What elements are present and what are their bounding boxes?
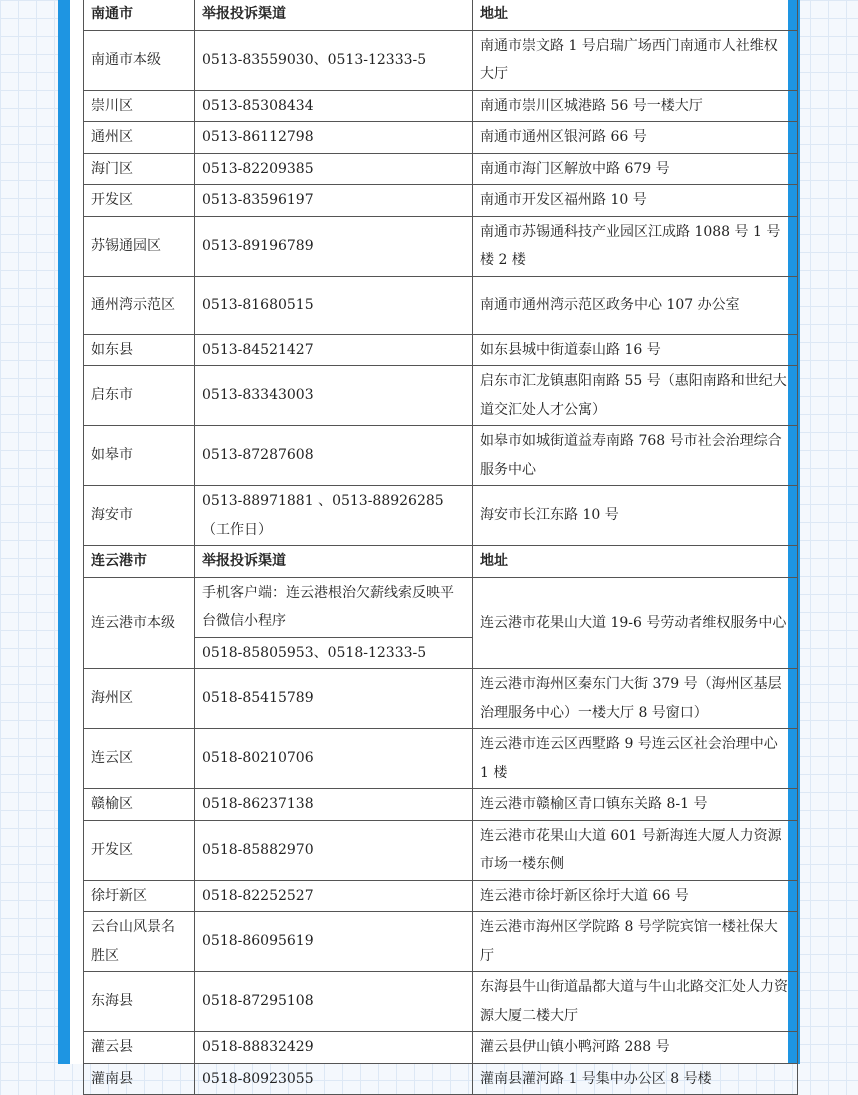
district-cell: 开发区 xyxy=(84,185,195,217)
phone-cell: 0513-83559030、0513-12333-5 xyxy=(195,30,473,90)
district-cell: 崇川区 xyxy=(84,90,195,122)
table-row xyxy=(84,729,798,789)
table-row xyxy=(84,153,798,185)
district-cell: 通州湾示范区 xyxy=(84,276,195,334)
header-channel: 举报投诉渠道 xyxy=(195,546,473,578)
district-cell: 海门区 xyxy=(84,153,195,185)
phone-cell: 0513-84521427 xyxy=(195,334,473,366)
table-row xyxy=(84,122,798,154)
header-address: 地址 xyxy=(473,0,798,30)
address-cell: 灌南县灌河路 1 号集中办公区 8 号楼 xyxy=(473,1063,798,1095)
phone-cell: 0518-86237138 xyxy=(195,789,473,821)
address-cell: 连云港市徐圩新区徐圩大道 66 号 xyxy=(473,880,798,912)
phone-cell: 0518-80923055 xyxy=(195,1063,473,1095)
district-cell: 苏锡通园区 xyxy=(84,216,195,276)
phone-cell: 0513-88971881 、0513-88926285（工作日） xyxy=(195,486,473,546)
table-row xyxy=(84,334,798,366)
table-row xyxy=(84,669,798,729)
address-cell: 连云港市连云区西墅路 9 号连云区社会治理中心 1 楼 xyxy=(473,729,798,789)
address-cell: 启东市汇龙镇惠阳南路 55 号（惠阳南路和世纪大道交汇处人才公寓） xyxy=(473,366,798,426)
phone-cell: 0513-83596197 xyxy=(195,185,473,217)
address-cell: 如东县城中街道泰山路 16 号 xyxy=(473,334,798,366)
phone-cell: 0513-89196789 xyxy=(195,216,473,276)
district-cell: 云台山风景名胜区 xyxy=(84,912,195,972)
district-cell: 通州区 xyxy=(84,122,195,154)
address-cell: 南通市开发区福州路 10 号 xyxy=(473,185,798,217)
phone-cell: 0518-80210706 xyxy=(195,729,473,789)
district-cell: 海州区 xyxy=(84,669,195,729)
section-header-lianyungang xyxy=(84,546,798,578)
district-cell: 连云区 xyxy=(84,729,195,789)
address-cell: 东海县牛山街道晶都大道与牛山北路交汇处人力资源大厦二楼大厅 xyxy=(473,972,798,1032)
header-address: 地址 xyxy=(473,546,798,578)
table-row xyxy=(84,1032,798,1064)
district-cell: 海安市 xyxy=(84,486,195,546)
phone-cell: 0513-82209385 xyxy=(195,153,473,185)
district-cell: 南通市本级 xyxy=(84,30,195,90)
address-cell: 连云港市赣榆区青口镇东关路 8-1 号 xyxy=(473,789,798,821)
table-row xyxy=(84,486,798,546)
table-row xyxy=(84,366,798,426)
table-row xyxy=(84,30,798,90)
address-cell: 南通市通州湾示范区政务中心 107 办公室 xyxy=(473,276,798,334)
phone-cell: 0513-85308434 xyxy=(195,90,473,122)
address-cell: 连云港市海州区学院路 8 号学院宾馆一楼社保大厅 xyxy=(473,912,798,972)
header-city: 连云港市 xyxy=(84,546,195,578)
district-cell: 灌南县 xyxy=(84,1063,195,1095)
phone-cell: 0518-85805953、0518-12333-5 xyxy=(195,637,473,669)
table-row xyxy=(84,1063,798,1095)
table-row xyxy=(84,577,798,637)
address-cell: 灌云县伊山镇小鸭河路 288 号 xyxy=(473,1032,798,1064)
table-row xyxy=(84,789,798,821)
phone-cell: 0513-87287608 xyxy=(195,426,473,486)
header-city: 南通市 xyxy=(84,0,195,30)
table-row xyxy=(84,216,798,276)
district-cell: 开发区 xyxy=(84,820,195,880)
phone-cell: 0518-86095619 xyxy=(195,912,473,972)
complaint-channel-table xyxy=(83,0,798,1095)
table-row xyxy=(84,912,798,972)
phone-cell: 0518-88832429 xyxy=(195,1032,473,1064)
district-cell: 徐圩新区 xyxy=(84,880,195,912)
section-header-nantong xyxy=(84,0,798,30)
address-cell: 如皋市如城街道益寿南路 768 号市社会治理综合服务中心 xyxy=(473,426,798,486)
address-cell: 连云港市海州区秦东门大街 379 号（海州区基层治理服务中心）一楼大厅 8 号窗口） xyxy=(473,669,798,729)
table-row xyxy=(84,426,798,486)
table-row xyxy=(84,972,798,1032)
address-cell: 南通市通州区银河路 66 号 xyxy=(473,122,798,154)
address-cell: 连云港市花果山大道 601 号新海连大厦人力资源市场一楼东侧 xyxy=(473,820,798,880)
phone-cell: 0518-87295108 xyxy=(195,972,473,1032)
address-cell: 南通市崇文路 1 号启瑞广场西门南通市人社维权大厅 xyxy=(473,30,798,90)
district-cell: 灌云县 xyxy=(84,1032,195,1064)
table-row xyxy=(84,90,798,122)
table-row xyxy=(84,276,798,334)
phone-cell: 0513-81680515 xyxy=(195,276,473,334)
phone-cell: 0518-85882970 xyxy=(195,820,473,880)
header-channel: 举报投诉渠道 xyxy=(195,0,473,30)
app-channel-cell: 手机客户端：连云港根治欠薪线索反映平台微信小程序 xyxy=(195,577,473,637)
address-cell: 南通市崇川区城港路 56 号一楼大厅 xyxy=(473,90,798,122)
district-cell: 如东县 xyxy=(84,334,195,366)
table-row xyxy=(84,820,798,880)
district-cell: 连云港市本级 xyxy=(84,577,195,669)
address-cell: 南通市苏锡通科技产业园区江成路 1088 号 1 号楼 2 楼 xyxy=(473,216,798,276)
address-cell: 海安市长江东路 10 号 xyxy=(473,486,798,546)
district-cell: 东海县 xyxy=(84,972,195,1032)
phone-cell: 0513-83343003 xyxy=(195,366,473,426)
address-cell: 连云港市花果山大道 19-6 号劳动者维权服务中心 xyxy=(473,577,798,669)
district-cell: 如皋市 xyxy=(84,426,195,486)
phone-cell: 0518-85415789 xyxy=(195,669,473,729)
address-cell: 南通市海门区解放中路 679 号 xyxy=(473,153,798,185)
district-cell: 启东市 xyxy=(84,366,195,426)
table-row xyxy=(84,880,798,912)
table-row xyxy=(84,185,798,217)
phone-cell: 0513-86112798 xyxy=(195,122,473,154)
district-cell: 赣榆区 xyxy=(84,789,195,821)
phone-cell: 0518-82252527 xyxy=(195,880,473,912)
